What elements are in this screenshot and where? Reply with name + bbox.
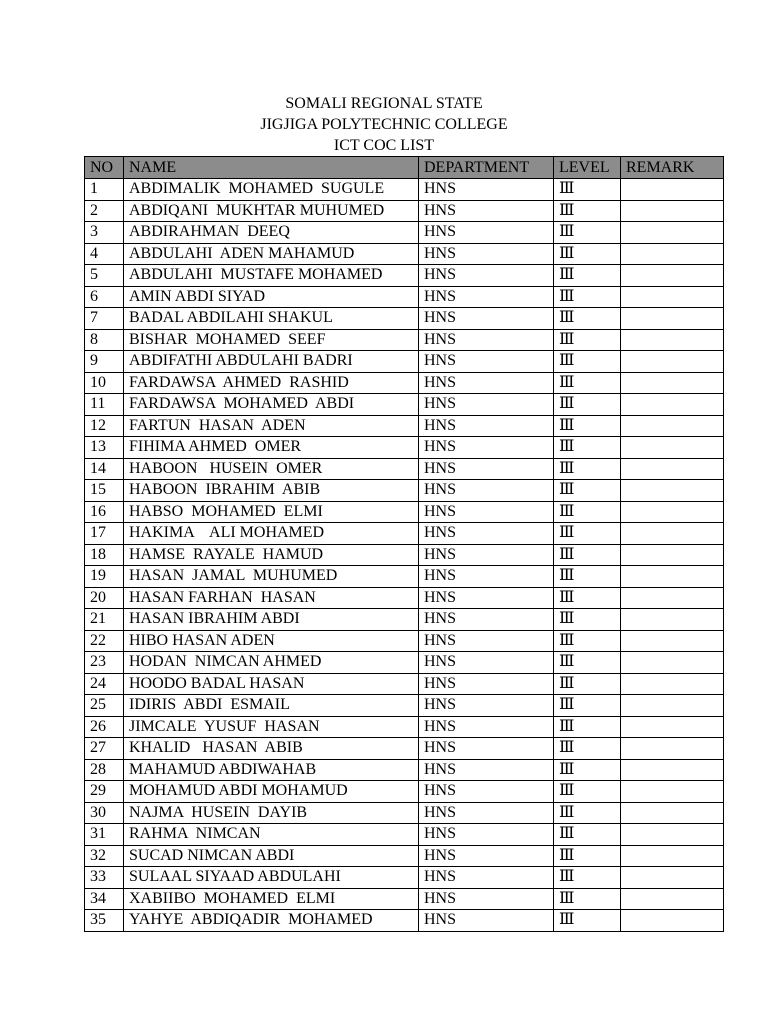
- cell-name: HAMSE RAYALE HAMUD: [124, 544, 419, 566]
- cell-department: HNS: [419, 802, 554, 824]
- cell-level: Ⅲ: [554, 867, 621, 889]
- cell-name: FARDAWSA MOHAMED ABDI: [124, 394, 419, 416]
- cell-level: Ⅲ: [554, 566, 621, 588]
- table-row: [85, 222, 724, 244]
- cell-level: Ⅲ: [554, 845, 621, 867]
- cell-no: 12: [85, 415, 124, 437]
- table-row: [85, 394, 724, 416]
- cell-remark: [621, 179, 724, 201]
- cell-level: Ⅲ: [554, 501, 621, 523]
- cell-remark: [621, 888, 724, 910]
- cell-department: HNS: [419, 888, 554, 910]
- cell-level: Ⅲ: [554, 480, 621, 502]
- cell-name: SULAAL SIYAAD ABDULAHI: [124, 867, 419, 889]
- cell-remark: [621, 910, 724, 932]
- cell-remark: [621, 394, 724, 416]
- cell-department: HNS: [419, 695, 554, 717]
- cell-no: 28: [85, 759, 124, 781]
- cell-level: Ⅲ: [554, 716, 621, 738]
- header-list-title: ICT COC LIST: [333, 137, 435, 154]
- cell-name: ABDIFATHI ABDULAHI BADRI: [124, 351, 419, 373]
- coc-list-table: [84, 156, 724, 932]
- cell-name: FARTUN HASAN ADEN: [124, 415, 419, 437]
- cell-department: HNS: [419, 867, 554, 889]
- cell-name: RAHMA NIMCAN: [124, 824, 419, 846]
- cell-remark: [621, 372, 724, 394]
- cell-remark: [621, 781, 724, 803]
- cell-name: ABDIRAHMAN DEEQ: [124, 222, 419, 244]
- cell-remark: [621, 630, 724, 652]
- table-row: [85, 437, 724, 459]
- cell-no: 6: [85, 286, 124, 308]
- cell-no: 26: [85, 716, 124, 738]
- column-header-remark: REMARK: [621, 157, 724, 179]
- table-row: [85, 716, 724, 738]
- cell-department: HNS: [419, 501, 554, 523]
- cell-no: 20: [85, 587, 124, 609]
- cell-name: KHALID HASAN ABIB: [124, 738, 419, 760]
- cell-name: MAHAMUD ABDIWAHAB: [124, 759, 419, 781]
- cell-level: Ⅲ: [554, 673, 621, 695]
- table-row: [85, 587, 724, 609]
- cell-department: HNS: [419, 910, 554, 932]
- cell-level: Ⅲ: [554, 824, 621, 846]
- cell-remark: [621, 458, 724, 480]
- table-row: [85, 609, 724, 631]
- cell-name: HASAN JAMAL MUHUMED: [124, 566, 419, 588]
- cell-name: HASAN FARHAN HASAN: [124, 587, 419, 609]
- header-college: JIGJIGA POLYTECHNIC COLLEGE: [260, 116, 508, 133]
- cell-department: HNS: [419, 200, 554, 222]
- cell-name: XABIIBO MOHAMED ELMI: [124, 888, 419, 910]
- cell-level: Ⅲ: [554, 695, 621, 717]
- table-row: [85, 845, 724, 867]
- table-row: [85, 480, 724, 502]
- table-row: [85, 695, 724, 717]
- cell-remark: [621, 286, 724, 308]
- cell-remark: [621, 716, 724, 738]
- table-row: [85, 824, 724, 846]
- table-row: [85, 458, 724, 480]
- table-row: [85, 243, 724, 265]
- cell-department: HNS: [419, 415, 554, 437]
- cell-name: ABDULAHI ADEN MAHAMUD: [124, 243, 419, 265]
- cell-no: 4: [85, 243, 124, 265]
- cell-no: 31: [85, 824, 124, 846]
- table-row: [85, 200, 724, 222]
- cell-department: HNS: [419, 458, 554, 480]
- cell-remark: [621, 501, 724, 523]
- cell-level: Ⅲ: [554, 544, 621, 566]
- cell-name: HABOON IBRAHIM ABIB: [124, 480, 419, 502]
- cell-level: Ⅲ: [554, 781, 621, 803]
- cell-level: Ⅲ: [554, 308, 621, 330]
- cell-level: Ⅲ: [554, 243, 621, 265]
- cell-name: HIBO HASAN ADEN: [124, 630, 419, 652]
- cell-level: Ⅲ: [554, 802, 621, 824]
- cell-department: HNS: [419, 544, 554, 566]
- cell-no: 22: [85, 630, 124, 652]
- table-row: [85, 179, 724, 201]
- cell-name: BADAL ABDILAHI SHAKUL: [124, 308, 419, 330]
- cell-no: 7: [85, 308, 124, 330]
- cell-level: Ⅲ: [554, 200, 621, 222]
- cell-department: HNS: [419, 286, 554, 308]
- cell-no: 3: [85, 222, 124, 244]
- cell-no: 32: [85, 845, 124, 867]
- cell-no: 30: [85, 802, 124, 824]
- cell-department: HNS: [419, 480, 554, 502]
- table-row: [85, 544, 724, 566]
- cell-no: 9: [85, 351, 124, 373]
- cell-name: JIMCALE YUSUF HASAN: [124, 716, 419, 738]
- cell-department: HNS: [419, 587, 554, 609]
- cell-level: Ⅲ: [554, 609, 621, 631]
- column-header-no: NO: [85, 157, 124, 179]
- table-row: [85, 351, 724, 373]
- table-body: [85, 179, 724, 932]
- cell-level: Ⅲ: [554, 415, 621, 437]
- cell-no: 14: [85, 458, 124, 480]
- cell-level: Ⅲ: [554, 286, 621, 308]
- cell-no: 2: [85, 200, 124, 222]
- cell-no: 27: [85, 738, 124, 760]
- cell-name: HABOON HUSEIN OMER: [124, 458, 419, 480]
- cell-department: HNS: [419, 716, 554, 738]
- cell-remark: [621, 200, 724, 222]
- cell-no: 21: [85, 609, 124, 631]
- cell-no: 11: [85, 394, 124, 416]
- cell-level: Ⅲ: [554, 394, 621, 416]
- cell-name: BISHAR MOHAMED SEEF: [124, 329, 419, 351]
- cell-level: Ⅲ: [554, 523, 621, 545]
- cell-remark: [621, 845, 724, 867]
- cell-remark: [621, 802, 724, 824]
- cell-level: Ⅲ: [554, 179, 621, 201]
- cell-remark: [621, 523, 724, 545]
- cell-remark: [621, 480, 724, 502]
- cell-no: 15: [85, 480, 124, 502]
- table-row: [85, 738, 724, 760]
- cell-name: HAKIMA ALI MOHAMED: [124, 523, 419, 545]
- table-row: [85, 286, 724, 308]
- cell-department: HNS: [419, 523, 554, 545]
- cell-no: 8: [85, 329, 124, 351]
- cell-no: 18: [85, 544, 124, 566]
- cell-department: HNS: [419, 845, 554, 867]
- cell-name: ABDIMALIK MOHAMED SUGULE: [124, 179, 419, 201]
- cell-department: HNS: [419, 372, 554, 394]
- cell-remark: [621, 673, 724, 695]
- cell-department: HNS: [419, 265, 554, 287]
- table-row: [85, 630, 724, 652]
- table-row: [85, 329, 724, 351]
- cell-no: 5: [85, 265, 124, 287]
- column-header-level: LEVEL: [554, 157, 621, 179]
- cell-department: HNS: [419, 351, 554, 373]
- cell-no: 16: [85, 501, 124, 523]
- cell-no: 1: [85, 179, 124, 201]
- cell-department: HNS: [419, 673, 554, 695]
- cell-level: Ⅲ: [554, 910, 621, 932]
- cell-department: HNS: [419, 824, 554, 846]
- cell-department: HNS: [419, 566, 554, 588]
- cell-no: 35: [85, 910, 124, 932]
- cell-remark: [621, 652, 724, 674]
- cell-name: SUCAD NIMCAN ABDI: [124, 845, 419, 867]
- table-row: [85, 501, 724, 523]
- cell-remark: [621, 566, 724, 588]
- cell-remark: [621, 738, 724, 760]
- cell-department: HNS: [419, 781, 554, 803]
- cell-department: HNS: [419, 738, 554, 760]
- cell-name: HABSO MOHAMED ELMI: [124, 501, 419, 523]
- cell-name: HASAN IBRAHIM ABDI: [124, 609, 419, 631]
- cell-name: HOODO BADAL HASAN: [124, 673, 419, 695]
- cell-remark: [621, 351, 724, 373]
- table-row: [85, 673, 724, 695]
- column-header-name: NAME: [124, 157, 419, 179]
- table-row: [85, 759, 724, 781]
- cell-no: 29: [85, 781, 124, 803]
- cell-no: 33: [85, 867, 124, 889]
- cell-level: Ⅲ: [554, 351, 621, 373]
- cell-remark: [621, 824, 724, 846]
- cell-name: ABDULAHI MUSTAFE MOHAMED: [124, 265, 419, 287]
- cell-no: 34: [85, 888, 124, 910]
- cell-remark: [621, 222, 724, 244]
- cell-department: HNS: [419, 609, 554, 631]
- table-header-row: [85, 157, 724, 179]
- cell-department: HNS: [419, 329, 554, 351]
- table-row: [85, 372, 724, 394]
- table-row: [85, 652, 724, 674]
- cell-name: MOHAMUD ABDI MOHAMUD: [124, 781, 419, 803]
- cell-department: HNS: [419, 437, 554, 459]
- cell-name: NAJMA HUSEIN DAYIB: [124, 802, 419, 824]
- table-row: [85, 566, 724, 588]
- cell-department: HNS: [419, 630, 554, 652]
- table-row: [85, 867, 724, 889]
- cell-level: Ⅲ: [554, 888, 621, 910]
- table-row: [85, 308, 724, 330]
- table-row: [85, 888, 724, 910]
- cell-level: Ⅲ: [554, 372, 621, 394]
- cell-remark: [621, 243, 724, 265]
- table-row: [85, 781, 724, 803]
- cell-level: Ⅲ: [554, 587, 621, 609]
- cell-remark: [621, 587, 724, 609]
- cell-department: HNS: [419, 243, 554, 265]
- cell-remark: [621, 609, 724, 631]
- cell-no: 19: [85, 566, 124, 588]
- column-header-department: DEPARTMENT: [419, 157, 554, 179]
- cell-department: HNS: [419, 308, 554, 330]
- cell-department: HNS: [419, 394, 554, 416]
- cell-remark: [621, 867, 724, 889]
- cell-no: 13: [85, 437, 124, 459]
- cell-name: HODAN NIMCAN AHMED: [124, 652, 419, 674]
- cell-level: Ⅲ: [554, 738, 621, 760]
- cell-department: HNS: [419, 179, 554, 201]
- header-state: SOMALI REGIONAL STATE: [285, 95, 483, 112]
- cell-remark: [621, 415, 724, 437]
- cell-remark: [621, 329, 724, 351]
- cell-level: Ⅲ: [554, 222, 621, 244]
- cell-no: 17: [85, 523, 124, 545]
- cell-name: YAHYE ABDIQADIR MOHAMED: [124, 910, 419, 932]
- cell-name: FIHIMA AHMED OMER: [124, 437, 419, 459]
- cell-name: IDIRIS ABDI ESMAIL: [124, 695, 419, 717]
- cell-level: Ⅲ: [554, 329, 621, 351]
- cell-remark: [621, 265, 724, 287]
- cell-level: Ⅲ: [554, 437, 621, 459]
- cell-name: FARDAWSA AHMED RASHID: [124, 372, 419, 394]
- table-row: [85, 265, 724, 287]
- cell-remark: [621, 759, 724, 781]
- cell-level: Ⅲ: [554, 630, 621, 652]
- cell-level: Ⅲ: [554, 652, 621, 674]
- cell-no: 23: [85, 652, 124, 674]
- table-row: [85, 523, 724, 545]
- cell-level: Ⅲ: [554, 759, 621, 781]
- table-row: [85, 415, 724, 437]
- cell-remark: [621, 437, 724, 459]
- cell-remark: [621, 308, 724, 330]
- cell-remark: [621, 695, 724, 717]
- cell-department: HNS: [419, 652, 554, 674]
- cell-no: 10: [85, 372, 124, 394]
- cell-level: Ⅲ: [554, 265, 621, 287]
- cell-remark: [621, 544, 724, 566]
- table-row: [85, 802, 724, 824]
- cell-name: ABDIQANI MUKHTAR MUHUMED: [124, 200, 419, 222]
- document-header: [0, 93, 768, 156]
- cell-department: HNS: [419, 759, 554, 781]
- cell-no: 24: [85, 673, 124, 695]
- table-row: [85, 910, 724, 932]
- cell-name: AMIN ABDI SIYAD: [124, 286, 419, 308]
- cell-no: 25: [85, 695, 124, 717]
- cell-level: Ⅲ: [554, 458, 621, 480]
- cell-department: HNS: [419, 222, 554, 244]
